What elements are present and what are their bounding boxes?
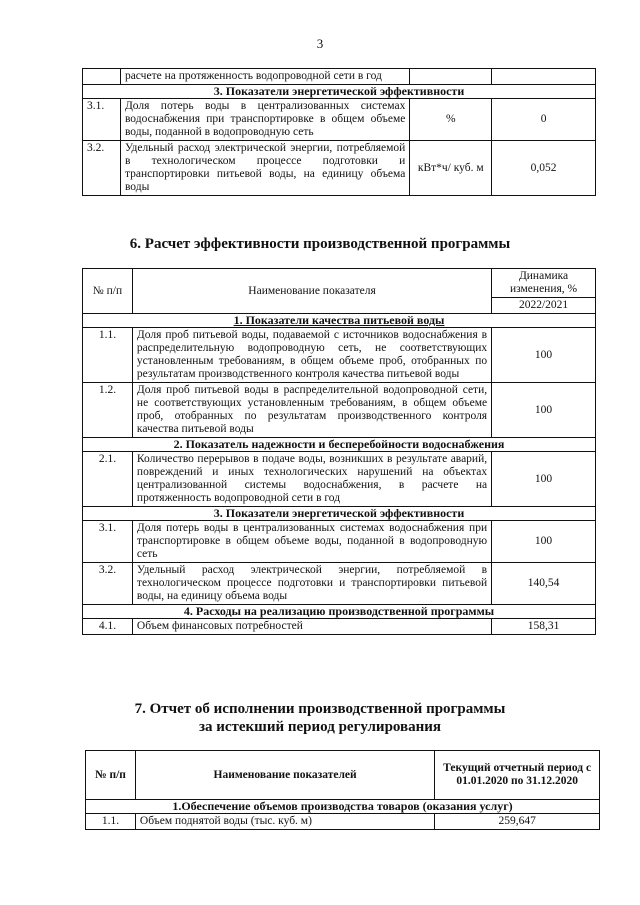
efficiency-table — [82, 268, 596, 635]
indicator-value: 0 — [492, 99, 596, 141]
section-heading-7-line1: 7. Отчет об исполнении производственной программы — [134, 701, 506, 717]
indicator-unit: % — [410, 99, 492, 141]
row-number: 1.1. — [83, 328, 133, 383]
table-row — [83, 328, 596, 383]
section-title: 4. Расходы на реализацию производственной программы — [83, 605, 596, 619]
table-row — [83, 383, 596, 438]
section-title: 1. Показатели качества питьевой воды — [83, 314, 596, 328]
indicator-name: Количество перерывов в подаче воды, возникших в результате аварий, повреждений и иных технологических нарушений на объектах централизованной системы водоснабжения, в расчете на протяженность водопроводной сети в год — [132, 452, 491, 507]
indicator-value: 100 — [492, 328, 596, 383]
indicator-value: 100 — [492, 452, 596, 507]
section-heading-7 — [0, 700, 640, 736]
indicator-value: 100 — [492, 521, 596, 563]
table-header-row — [86, 751, 600, 800]
indicator-value: 100 — [492, 383, 596, 438]
indicator-name: Объем финансовых потребностей — [132, 619, 491, 635]
indicator-value: 0,052 — [492, 141, 596, 196]
table-row — [83, 141, 596, 196]
indicator-value: 259,647 — [435, 814, 600, 830]
column-header-number: № п/п — [86, 751, 136, 800]
indicator-name: Удельный расход электрической энергии, потребляемой в технологическом процессе подготовки и транспортировки питьевой воды, на единицу объема воды — [120, 141, 409, 196]
row-number: 1.2. — [83, 383, 133, 438]
section-heading-6: 6. Расчет эффективности производственной программы — [129, 236, 511, 252]
section-row — [83, 507, 596, 521]
column-header-dynamics: Динамика изменения, % — [492, 269, 596, 298]
indicator-name: Доля проб питьевой воды, подаваемой с источников водоснабжения в распределительную водопроводную сеть, не соответствующих установленным требованиям, в общем объеме проб, отобранных по результатам производственного контроля качества питьевой воды — [132, 328, 491, 383]
table-header-row — [83, 269, 596, 298]
indicator-name: Доля потерь воды в централизованных системах водоснабжения при транспортировке в общем объеме воды, поданной в водопроводную сеть — [120, 99, 409, 141]
table-row — [83, 521, 596, 563]
table-row — [83, 99, 596, 141]
table-row — [83, 69, 596, 85]
page-number: 3 — [316, 36, 324, 51]
column-header-number: № п/п — [83, 269, 133, 314]
row-number: 3.2. — [83, 141, 121, 196]
table-row — [83, 563, 596, 605]
table-row — [86, 814, 600, 830]
column-header-name: Наименование показателя — [132, 269, 491, 314]
section-row — [83, 314, 596, 328]
section-row — [83, 605, 596, 619]
table-row — [83, 452, 596, 507]
indicator-value: 158,31 — [492, 619, 596, 635]
indicators-table-continued — [82, 68, 596, 196]
row-number: 4.1. — [83, 619, 133, 635]
row-number: 2.1. — [83, 452, 133, 507]
section-title: 1.Обеспечение объемов производства товаров (оказания услуг) — [86, 800, 600, 814]
indicator-name: Доля проб питьевой воды в распределительной водопроводной сети, не соответствующих установленным требованиям, в общем объеме проб, отобранных по результатам производственного контроля качества питьевой воды — [132, 383, 491, 438]
row-number: 3.2. — [83, 563, 133, 605]
row-number: 3.1. — [83, 99, 121, 141]
section-row — [83, 438, 596, 452]
row-number: 1.1. — [86, 814, 136, 830]
continuation-text: расчете на протяженность водопроводной сети в год — [120, 69, 409, 85]
column-header-period: 2022/2021 — [492, 298, 596, 314]
column-header-period: Текущий отчетный период с 01.01.2020 по 31.12.2020 — [435, 751, 600, 800]
row-number: 3.1. — [83, 521, 133, 563]
indicator-unit: кВт*ч/ куб. м — [410, 141, 492, 196]
section-heading-7-line2: за истекший период регулирования — [198, 719, 442, 735]
section-row — [83, 85, 596, 99]
indicator-name: Объем поднятой воды (тыс. куб. м) — [135, 814, 434, 830]
column-header-name: Наименование показателей — [135, 751, 434, 800]
section-row — [86, 800, 600, 814]
report-table — [85, 750, 600, 830]
indicator-name: Удельный расход электрической энергии, потребляемой в технологическом процессе подготовки и транспортировки питьевой воды, на единицу объема воды — [132, 563, 491, 605]
section-title: 2. Показатель надежности и бесперебойности водоснабжения — [83, 438, 596, 452]
table-row — [83, 619, 596, 635]
indicator-value: 140,54 — [492, 563, 596, 605]
section-title: 3. Показатели энергетической эффективности — [83, 507, 596, 521]
indicator-name: Доля потерь воды в централизованных системах водоснабжения при транспортировке в общем объеме воды, поданной в водопроводную сеть — [132, 521, 491, 563]
section-title: 3. Показатели энергетической эффективности — [83, 85, 596, 99]
